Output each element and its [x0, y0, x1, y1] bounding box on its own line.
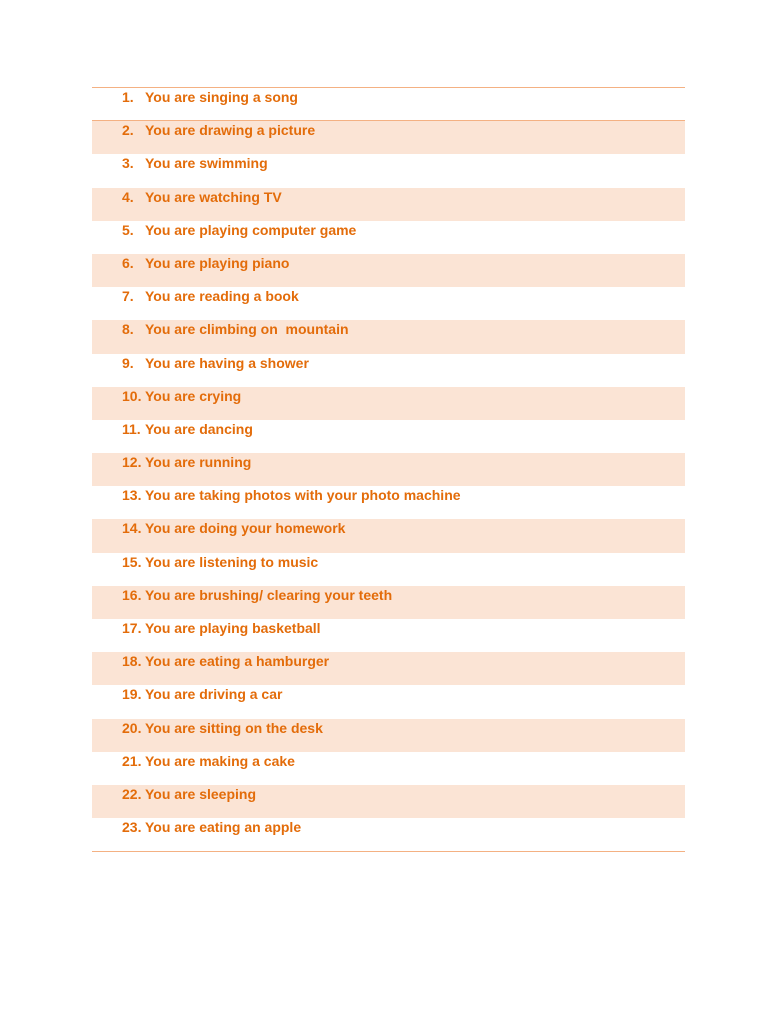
item-number: 13.: [122, 487, 142, 504]
item-number: 19.: [122, 686, 142, 703]
list-row: [92, 320, 685, 353]
item-number: 15.: [122, 553, 142, 570]
list-row: [92, 553, 685, 586]
item-number: 8.: [122, 321, 134, 338]
item-number: 18.: [122, 653, 142, 670]
item-number: 17.: [122, 620, 142, 636]
item-number: 10.: [122, 387, 142, 404]
item-text: You are reading a book: [145, 288, 299, 305]
item-text: You are swimming: [145, 155, 268, 172]
item-text: You are driving a car: [145, 686, 283, 703]
list-row: [92, 453, 685, 486]
item-text: You are climbing on mountain: [145, 321, 349, 338]
item-number: 4.: [122, 188, 134, 205]
item-text: You are drawing a picture: [145, 122, 316, 139]
list-row: [92, 88, 685, 121]
item-text: You are eating an apple: [145, 819, 302, 836]
item-text: You are watching TV: [145, 188, 282, 205]
item-text: You are having a shower: [145, 354, 309, 371]
item-text: You are listening to music: [145, 553, 319, 570]
item-text: You are dancing: [145, 420, 253, 437]
item-text: You are playing computer game: [145, 221, 357, 238]
list-row: [92, 818, 685, 851]
item-text: You are doing your homework: [145, 520, 346, 537]
list-row: [92, 121, 685, 154]
item-number: 1.: [122, 89, 134, 105]
list-row: [92, 652, 685, 685]
list-row: [92, 154, 685, 187]
item-text: You are singing a song: [145, 89, 298, 105]
item-text: You are brushing/ clearing your teeth: [145, 586, 393, 603]
list-row: [92, 420, 685, 453]
list-row: [92, 486, 685, 519]
list-row: [92, 287, 685, 320]
list-row: [92, 254, 685, 287]
list-row: [92, 586, 685, 619]
item-text: You are playing basketball: [145, 620, 321, 636]
item-text: You are taking photos with your photo machine: [145, 487, 461, 504]
item-number: 22.: [122, 785, 142, 802]
list-row: [92, 387, 685, 420]
item-text: You are crying: [145, 387, 242, 404]
item-number: 5.: [122, 221, 134, 238]
item-number: 7.: [122, 288, 134, 305]
item-text: You are sitting on the desk: [145, 719, 323, 736]
list-row: [92, 619, 685, 652]
item-number: 3.: [122, 155, 134, 172]
item-text: You are eating a hamburger: [145, 653, 330, 670]
list-row: [92, 719, 685, 752]
item-text: You are running: [145, 454, 252, 471]
item-number: 20.: [122, 719, 142, 736]
activity-list-table: [92, 87, 685, 852]
item-number: 14.: [122, 520, 142, 537]
item-text: You are sleeping: [145, 785, 256, 802]
item-number: 21.: [122, 752, 142, 769]
list-row: [92, 221, 685, 254]
item-number: 12.: [122, 454, 142, 471]
list-row: [92, 354, 685, 387]
list-row: [92, 752, 685, 785]
item-number: 6.: [122, 254, 134, 271]
item-number: 9.: [122, 354, 134, 371]
item-text: You are making a cake: [145, 752, 295, 769]
item-number: 23.: [122, 819, 142, 836]
item-number: 2.: [122, 122, 134, 139]
list-row: [92, 519, 685, 552]
item-number: 16.: [122, 586, 142, 603]
list-row: [92, 188, 685, 221]
list-row: [92, 785, 685, 818]
item-number: 11.: [122, 420, 141, 437]
item-text: You are playing piano: [145, 254, 290, 271]
list-row: [92, 685, 685, 718]
